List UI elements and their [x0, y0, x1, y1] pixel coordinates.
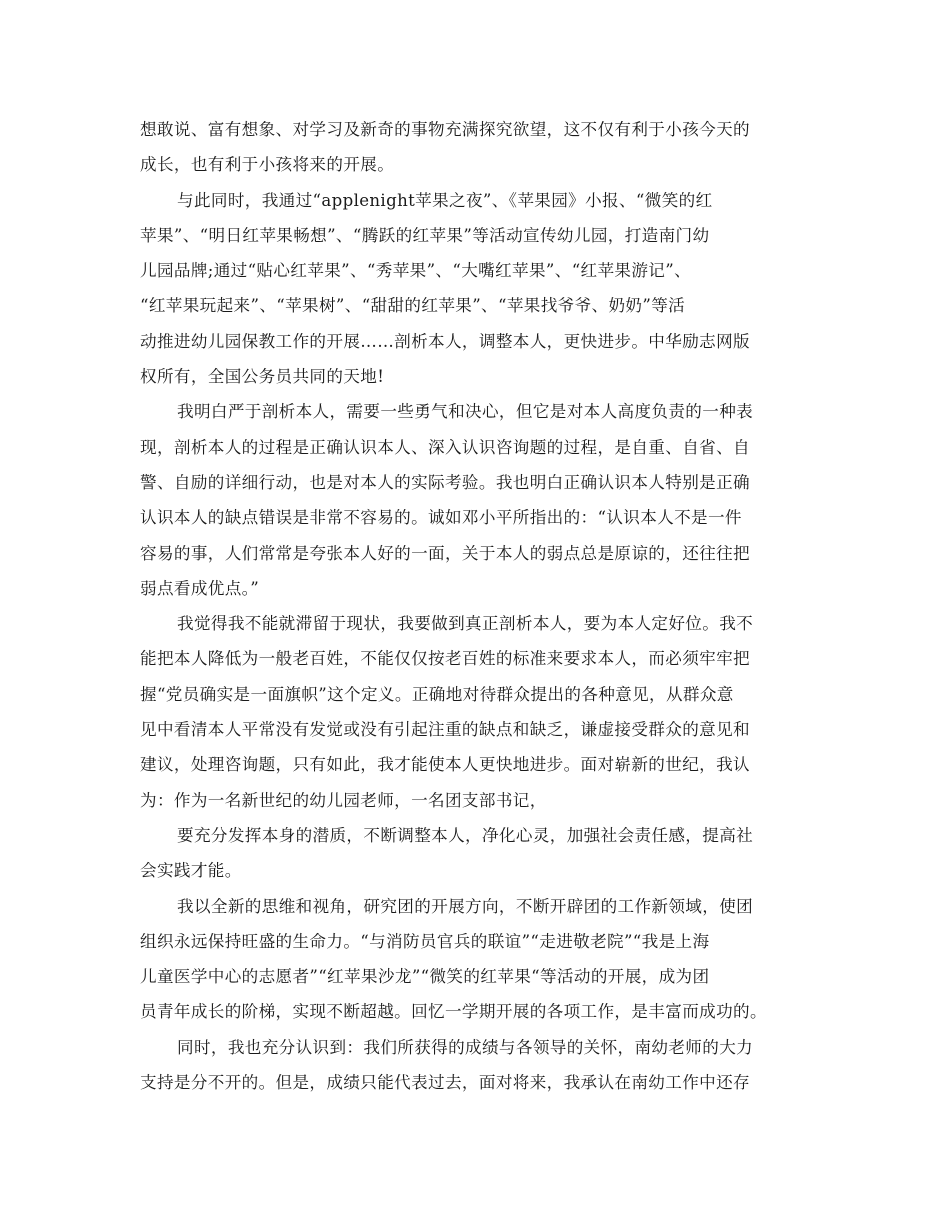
- text-line: 儿园品牌;通过“贴心红苹果”、“秀苹果”、“大嘴红苹果”、“红苹果游记”、: [140, 261, 692, 281]
- paragraph-7: [140, 1030, 816, 1101]
- text-line: 动推进幼儿园保教工作的开展……剖析本人，调整本人，更快进步。中华励志网版: [140, 331, 750, 351]
- text-line: 弱点看成优点。”: [140, 578, 260, 598]
- text-line: 会实践才能。: [140, 861, 242, 881]
- text-line: 支持是分不开的。但是，成绩只能代表过去，面对将来，我承认在南幼工作中还存: [140, 1073, 750, 1093]
- text-line: 认识本人的缺点错误是非常不容易的。诚如邓小平所指出的：“认识本人不是一件: [140, 508, 742, 528]
- text-line: 建议，处理咨询题，只有如此，我才能使本人更快地进步。面对崭新的世纪，我认: [140, 755, 750, 775]
- text-line: 为：作为一名新世纪的幼儿园老师，一名团支部书记，: [140, 790, 547, 810]
- text-line: 组织永远保持旺盛的生命力。“与消防员官兵的联谊”“走进敬老院”“我是上海: [140, 931, 710, 951]
- text-line: 苹果”、“明日红苹果畅想”、“腾跃的红苹果”等活动宣传幼儿园，打造南门幼: [140, 225, 710, 245]
- text-line: 警、自励的详细行动，也是对本人的实际考验。我也明白正确认识本人特别是正确: [140, 472, 750, 492]
- text-line: 与此同时，我通过“applenight苹果之夜”、《苹果园》小报、“微笑的红: [177, 190, 713, 210]
- text-line: 儿童医学中心的志愿者”“红苹果沙龙”“微笑的红苹果“等活动的开展，成为团: [140, 967, 710, 987]
- paragraph-6: [140, 889, 816, 1030]
- text-line: 能把本人降低为一般老百姓，不能仅仅按老百姓的标准来要求本人，而必须牢牢把: [140, 649, 750, 669]
- paragraph-4: [140, 606, 816, 818]
- text-line: 权所有，全国公务员共同的天地!: [140, 367, 385, 387]
- text-line: 我以全新的思维和视角，研究团的开展方向，不断开辟团的工作新领域，使团: [177, 896, 754, 916]
- text-line: 想敢说、富有想象、对学习及新奇的事物充满探究欲望，这不仅有利于小孩今天的: [140, 120, 750, 139]
- text-line: 我觉得我不能就滞留于现状，我要做到真正剖析本人，要为本人定好位。我不: [177, 614, 754, 634]
- text-line: 要充分发挥本身的潜质，不断调整本人，净化心灵，加强社会责任感，提高社: [177, 825, 754, 845]
- text-line: “红苹果玩起来”、“苹果树”、“甜甜的红苹果”、“苹果找爷爷、奶奶”等活: [140, 296, 686, 316]
- text-line: 员青年成长的阶梯，实现不断超越。回忆一学期开展的各项工作，是丰富而成功的。: [140, 1002, 767, 1022]
- paragraph-1: [140, 112, 816, 183]
- text-line: 握“党员确实是一面旗帜”这个定义。正确地对待群众提出的各种意见，从群众意: [140, 684, 734, 704]
- text-line: 我明白严于剖析本人，需要一些勇气和决心，但它是对本人高度负责的一种表: [177, 402, 754, 422]
- paragraph-2: [140, 183, 816, 395]
- text-line: 成长，也有利于小孩将来的开展。: [140, 155, 395, 175]
- text-line: 容易的事，人们常常是夸张本人好的一面，关于本人的弱点总是原谅的，还往往把: [140, 543, 750, 563]
- paragraph-5: [140, 818, 816, 889]
- text-line: 见中看清本人平常没有发觉或没有引起注重的缺点和缺乏，谦虚接受群众的意见和: [140, 720, 750, 740]
- text-line: 现，剖析本人的过程是正确认识本人、深入认识咨询题的过程，是自重、自省、自: [140, 437, 750, 457]
- paragraph-3: [140, 394, 816, 606]
- document-body: [140, 112, 816, 1100]
- text-line: 同时，我也充分认识到：我们所获得的成绩与各领导的关怀，南幼老师的大力: [177, 1037, 754, 1057]
